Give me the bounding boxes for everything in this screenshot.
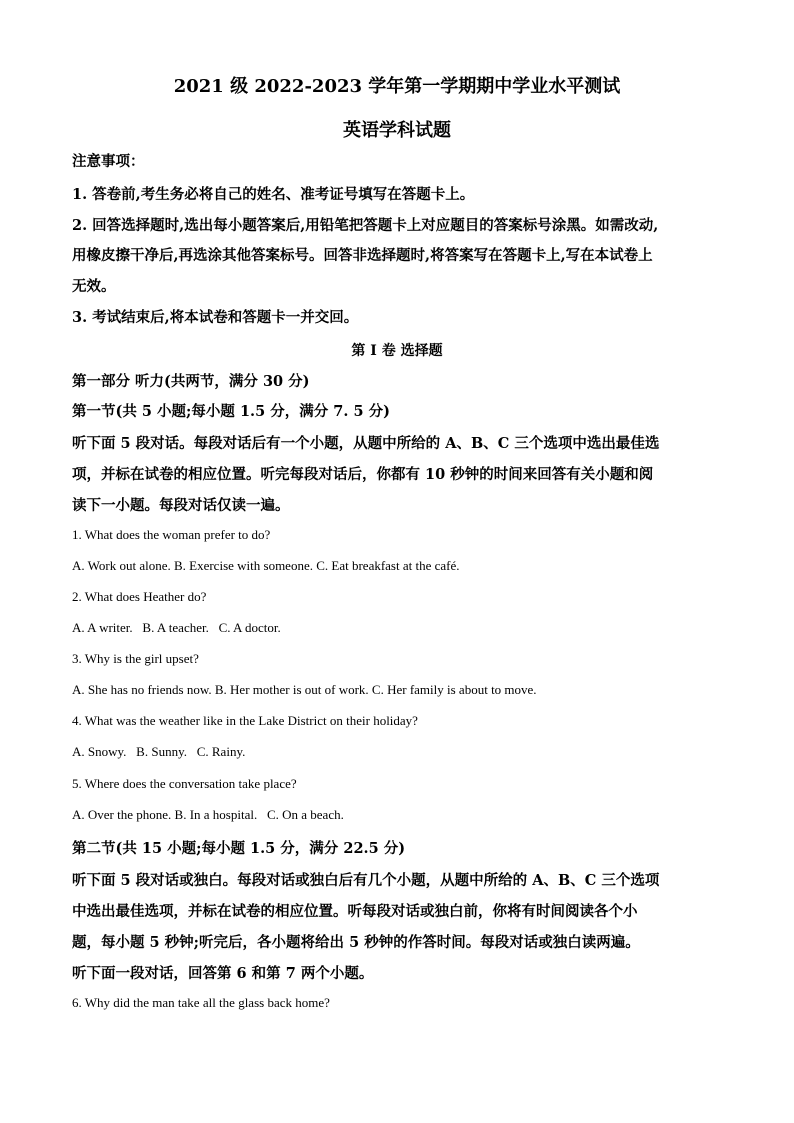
notice-heading: 注意事项： xyxy=(72,153,145,170)
volume-heading: 第 I 卷 选择题 xyxy=(351,343,443,359)
notice-item-3: 3. 考试结束后,将本试卷和答题卡一并交回。 xyxy=(72,309,359,326)
notice-item-2-line-1: 2. 回答选择题时,选出每小题答案后,用铅笔把答题卡上对应题目的答案标号涂黑。如需改动, xyxy=(72,217,659,234)
question-5-options: A. Over the phone. B. In a hospital. C. On a beach. xyxy=(72,807,344,822)
question-4-options: A. Snowy. B. Sunny. C. Rainy. xyxy=(72,744,246,759)
exam-subtitle: 英语学科试题 xyxy=(343,120,451,141)
section2-instructions-line-2: 中选出最佳选项，并标在试卷的相应位置。听每段对话或独白前，你将有时间阅读各个小 xyxy=(72,903,638,920)
question-2: 2. What does Heather do? xyxy=(72,589,207,604)
notice-item-2-line-2: 用橡皮擦干净后,再选涂其他答案标号。回答非选择题时,将答案写在答题卡上,写在本试卷上 xyxy=(72,247,653,264)
question-6: 6. Why did the man take all the glass back home? xyxy=(72,995,330,1010)
section2-instructions-line-3: 题，每小题 5 秒钟;听完后，各小题将给出 5 秒钟的作答时间。每段对话或独白读两遍。 xyxy=(72,934,640,951)
question-1-options: A. Work out alone. B. Exercise with someone. C. Eat breakfast at the café. xyxy=(72,558,460,573)
question-2-options: A. A writer. B. A teacher. C. A doctor. xyxy=(72,620,281,635)
notice-item-2-line-3: 无效。 xyxy=(72,278,116,295)
notice-item-1: 1. 答卷前,考生务必将自己的姓名、准考证号填写在答题卡上。 xyxy=(72,186,475,203)
section2-instructions-line-1: 听下面 5 段对话或独白。每段对话或独白后有几个小题，从题中所给的 A、B、C 三个选项 xyxy=(72,872,660,889)
question-5: 5. Where does the conversation take place? xyxy=(72,776,297,791)
section2-sub-instructions: 听下面一段对话，回答第 6 和第 7 两个小题。 xyxy=(72,965,374,982)
part1-heading: 第一部分 听力(共两节，满分 30 分) xyxy=(72,373,310,390)
question-3-options: A. She has no friends now. B. Her mother is out of work. C. Her family is about to move. xyxy=(72,682,537,697)
section1-heading: 第一节(共 5 小题;每小题 1.5 分，满分 7. 5 分) xyxy=(72,403,390,420)
section2-heading: 第二节(共 15 小题;每小题 1.5 分，满分 22.5 分) xyxy=(72,840,406,857)
section1-instructions-line-2: 项，并标在试卷的相应位置。听完每段对话后，你都有 10 秒钟的时间来回答有关小题和阅 xyxy=(72,466,654,483)
section1-instructions-line-1: 听下面 5 段对话。每段对话后有一个小题，从题中所给的 A、B、C 三个选项中选出最佳选 xyxy=(72,435,660,452)
exam-title: 2021 级 2022-2023 学年第一学期期中学业水平测试 xyxy=(173,76,621,97)
question-4: 4. What was the weather like in the Lake District on their holiday? xyxy=(72,713,418,728)
question-1: 1. What does the woman prefer to do? xyxy=(72,527,271,542)
section1-instructions-line-3: 读下一小题。每段对话仅读一遍。 xyxy=(72,497,290,514)
question-3: 3. Why is the girl upset? xyxy=(72,651,199,666)
